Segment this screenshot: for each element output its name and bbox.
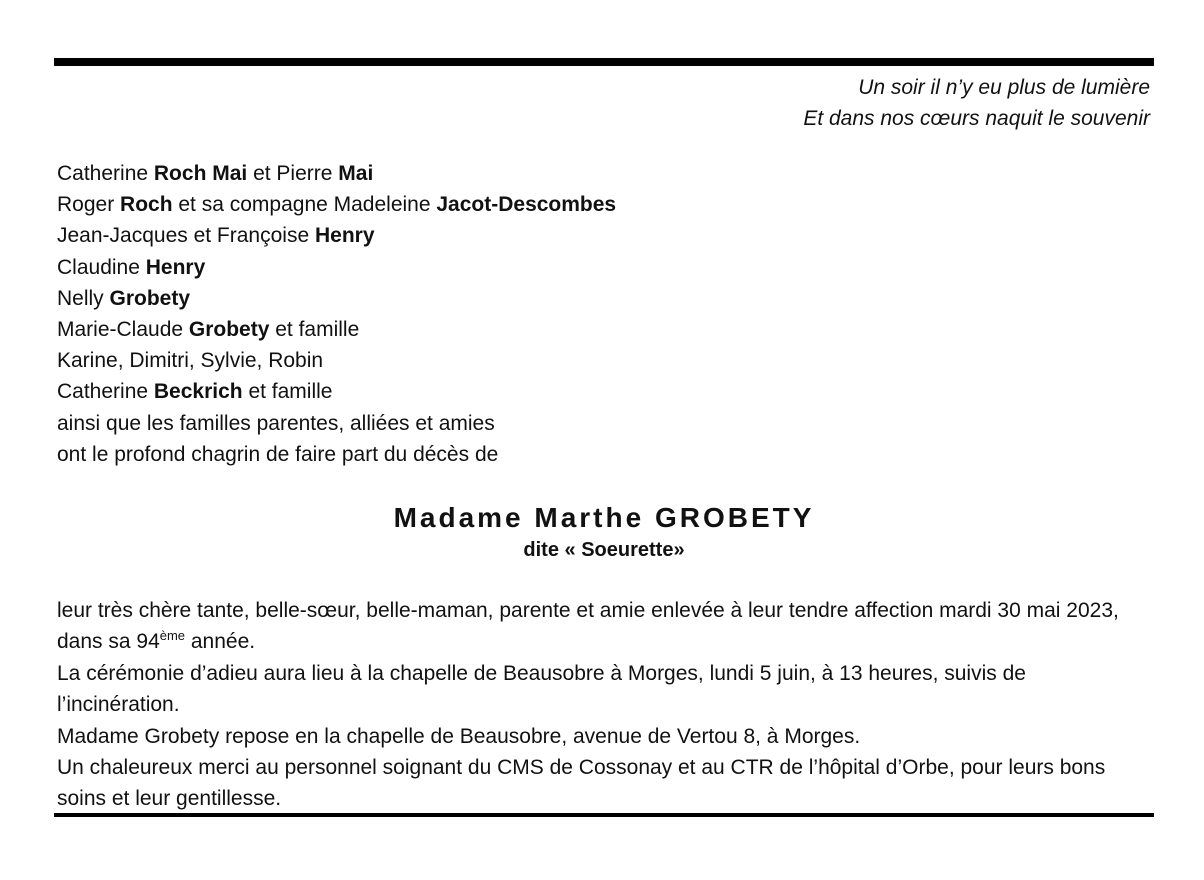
bottom-border-rule	[54, 813, 1154, 817]
paragraph-thanks: Un chaleureux merci au personnel soignant du CMS de Cossonay et au CTR de l’hôpital d’Orbe, pour leurs bons soins et leur gentillesse.	[57, 756, 1106, 811]
epigraph-line-1: Un soir il n’y eu plus de lumière	[858, 76, 1150, 99]
paragraph-repose: Madame Grobety repose en la chapelle de Beausobre, avenue de Vertou 8, à Morges.	[57, 724, 861, 748]
family-text: et Pierre	[247, 162, 339, 185]
family-line	[57, 376, 616, 407]
family-text: Jean-Jacques et Françoise	[57, 224, 315, 248]
family-line	[57, 220, 616, 251]
family-text: et sa compagne Madeleine	[172, 193, 437, 217]
deceased-nickname: dite « Soeurette»	[523, 539, 685, 561]
family-text: Claudine	[57, 255, 146, 279]
paragraph-passing-text: leur très chère tante, belle-sœur, belle-maman, parente et amie enlevée à leur tendre affection mardi 30 mai 2023, dans sa 94	[57, 599, 1119, 654]
family-text: Catherine	[57, 380, 154, 404]
family-surname: Henry	[145, 255, 206, 279]
epigraph-line-2: Et dans nos cœurs naquit le souvenir	[803, 107, 1150, 130]
family-text: Roger	[57, 193, 121, 217]
family-text: et famille	[269, 318, 360, 342]
family-text: ont le profond chagrin de faire part du décès de	[57, 442, 499, 466]
deceased-block	[54, 500, 1154, 564]
family-line	[57, 314, 616, 345]
top-border-rule	[54, 58, 1154, 66]
ordinal-suffix: ème	[159, 628, 186, 644]
family-surname: Henry	[314, 224, 375, 248]
family-surname: Beckrich	[153, 380, 243, 404]
family-list	[57, 158, 616, 470]
family-text: Marie-Claude	[57, 318, 189, 342]
family-surname: Grobety	[188, 318, 270, 342]
family-text: ainsi que les familles parentes, alliées et amies	[57, 411, 495, 435]
family-surname: Jacot-Descombes	[436, 193, 617, 217]
paragraph-passing	[57, 595, 1152, 658]
family-line	[57, 252, 616, 283]
family-text: et famille	[242, 380, 333, 404]
family-line	[57, 345, 616, 376]
family-surname: Mai	[338, 162, 374, 185]
family-text: Nelly	[57, 286, 110, 310]
family-surname: Roch Mai	[153, 162, 248, 185]
family-line	[57, 439, 616, 470]
announcement-body	[57, 595, 1152, 815]
family-line	[57, 158, 616, 189]
deceased-name: Madame Marthe GROBETY	[393, 502, 815, 533]
family-text: Karine, Dimitri, Sylvie, Robin	[57, 349, 324, 373]
paragraph-passing-end: année.	[185, 630, 256, 654]
paragraph-ceremony: La cérémonie d’adieu aura lieu à la chapelle de Beausobre à Morges, lundi 5 juin, à 13 heures, suivis de l’incinération.	[57, 661, 1026, 717]
family-line	[57, 283, 616, 314]
family-line	[57, 408, 616, 439]
family-surname: Grobety	[109, 286, 191, 310]
family-line	[57, 189, 616, 220]
family-surname: Roch	[120, 193, 173, 217]
family-text: Catherine	[57, 162, 154, 185]
epigraph	[450, 72, 1150, 134]
